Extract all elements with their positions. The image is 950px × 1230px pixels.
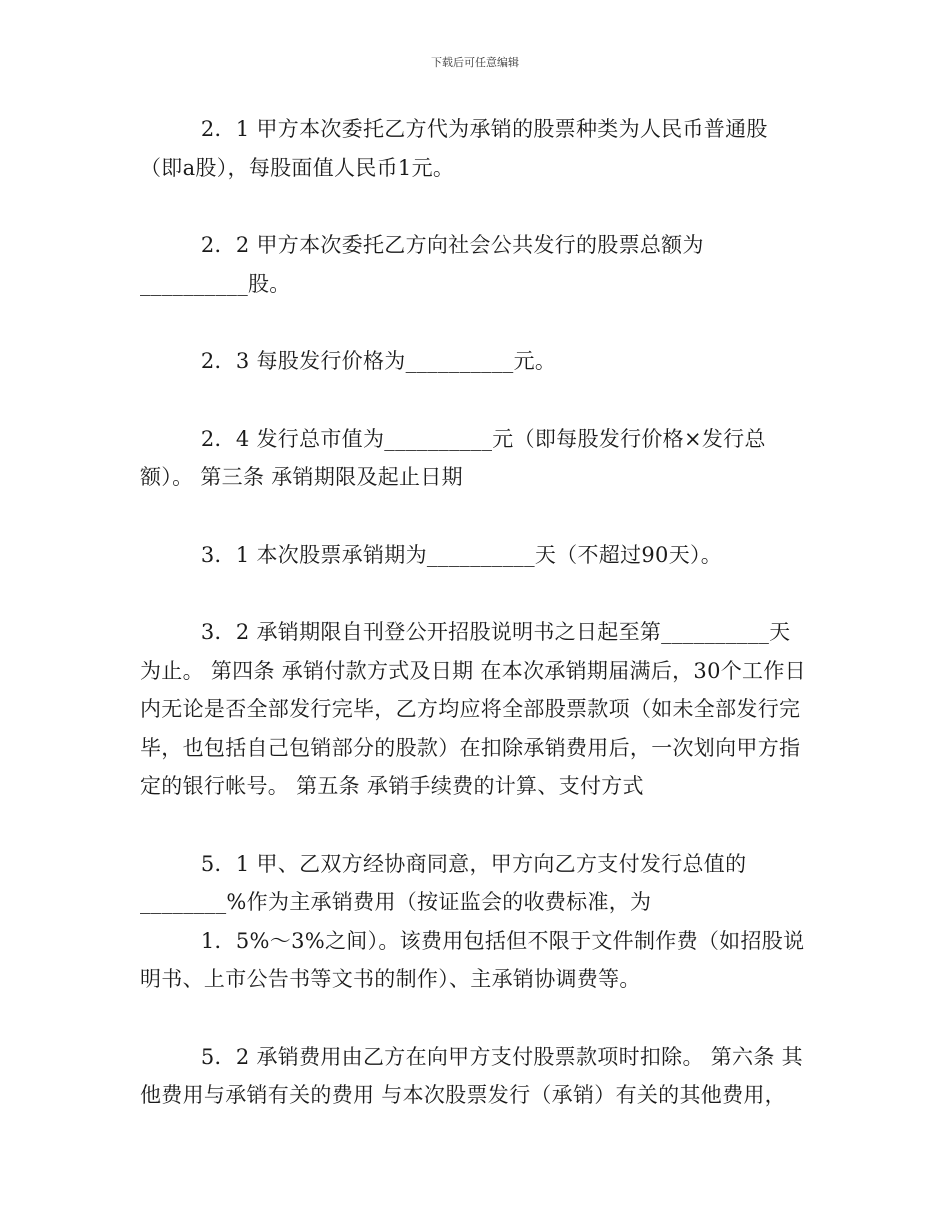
document-body: [140, 110, 810, 1115]
clause-5-1: 5．1 甲、乙双方经协商同意，甲方向乙方支付发行总值的________%作为主承销费用（按证监会的收费标准，为: [140, 851, 747, 914]
clause-2-4: 2．4 发行总市值为__________元（即每股发行价格×发行总额）。 第三条 承销期限及起止日期: [140, 426, 766, 489]
page-header-note: 下载后可任意编辑: [431, 56, 519, 69]
clause-3-2: 3．2 承销期限自刊登公开招股说明书之日起至第__________天为止。 第四条 承销付款方式及日期 在本次承销期届满后，30个工作日内无论是否全部发行完毕，乙方均应将全部股票款项（如未全部发行完毕，也包括自己包销部分的股款）在扣除承销费用后，一次划向甲方指定的银行帐号。 第五条 承销手续费的计算、支付方式: [140, 620, 806, 798]
clause-2-3: 2．3 每股发行价格为__________元。: [200, 349, 557, 373]
clause-2-2: 2．2 甲方本次委托乙方向社会公共发行的股票总额为__________股。: [140, 233, 704, 296]
clause-5-1-continued: 1．5%～3%之间）。该费用包括但不限于文件制作费（如招股说明书、上市公告书等文书的制作）、主承销协调费等。: [140, 928, 805, 991]
clause-2-1: 2．1 甲方本次委托乙方代为承销的股票种类为人民币普通股（即a股），每股面值人民币1元。: [140, 117, 768, 180]
clause-5-2: 5．2 承销费用由乙方在向甲方支付股票款项时扣除。 第六条 其他费用与承销有关的费用 与本次股票发行（承销）有关的其他费用，: [140, 1044, 803, 1107]
clause-3-1: 3．1 本次股票承销期为__________天（不超过90天）。: [200, 542, 723, 567]
